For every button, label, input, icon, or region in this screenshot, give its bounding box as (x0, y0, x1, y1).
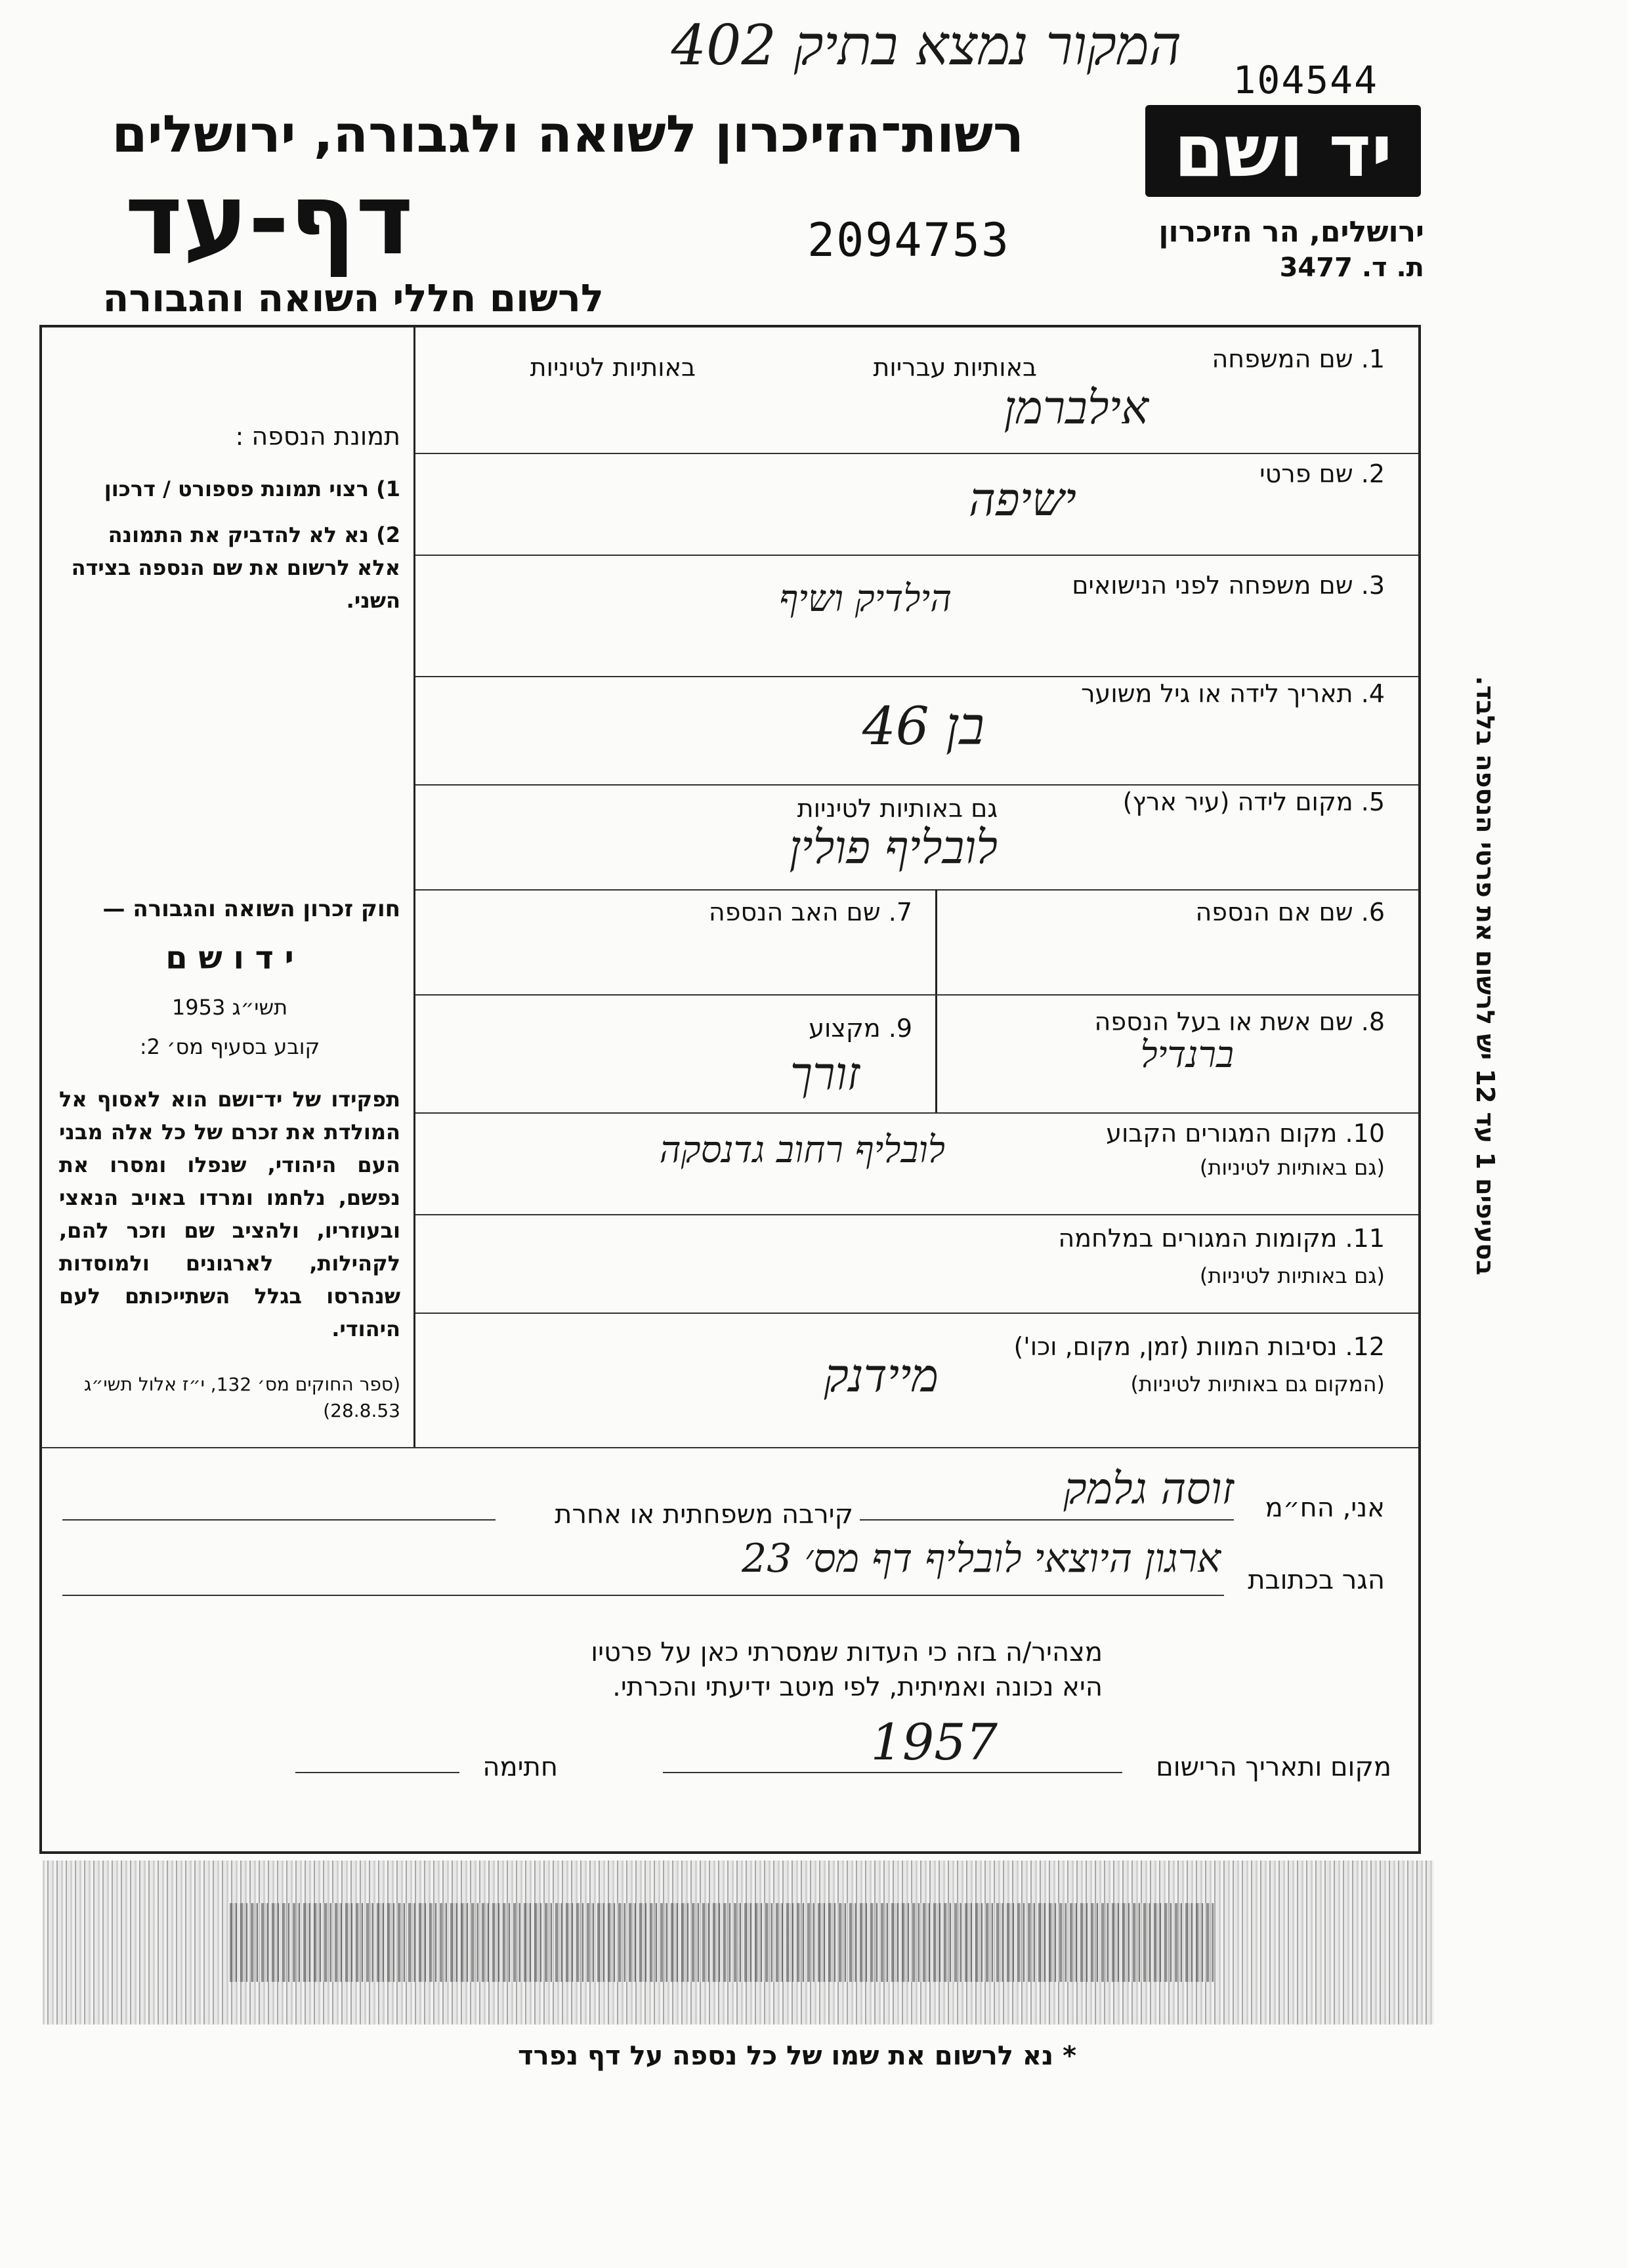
address-line-1: ירושלים, הר הזיכרון (1158, 215, 1424, 249)
law-source: (ספר החוקים מס׳ 132, י״ז אלול תשי״ג 28.8.53) (83, 1374, 400, 1421)
declarant-line (860, 1519, 1234, 1521)
field-11-label: 11. מקומות המגורים במלחמה (1058, 1224, 1385, 1253)
place-date-label: מקום ותאריך הרישום (1156, 1752, 1391, 1782)
signature-line (295, 1772, 459, 1773)
vertical-instruction (1421, 676, 1519, 1398)
field-11-note: (גם באותיות לטיניות) (1199, 1263, 1385, 1288)
field-10-value: לובליף רחוב גדנסקה (659, 1129, 945, 1171)
authority-title: רשות־הזיכרון לשואה ולגבורה, ירושלים (112, 105, 1024, 164)
section-divider (41, 1447, 1418, 1448)
signature-label: חתימה (482, 1752, 558, 1782)
photo-note-2: 2) נא לא להדביק את התמונה אלא לרשום את שם הנספה בצידה השני. (71, 522, 400, 613)
law-title: חוק זכרון השואה והגבורה — (102, 896, 400, 922)
row-divider (415, 784, 1418, 786)
field-5-label: 5. מקום לידה (עיר ארץ) (1122, 788, 1385, 816)
field-12-label: 12. נסיבות המוות (זמן, מקום, וכו') (1013, 1332, 1385, 1361)
field-8-label: 8. שם אשת או בעל הנספה (1094, 1007, 1385, 1036)
statement-line-2: היא נכונה ואמיתית, לפי מיטב ידיעתי והכרתי. (612, 1672, 1103, 1702)
field-12-note: (המקום גם באותיות לטיניות) (1130, 1372, 1385, 1396)
row-divider (415, 676, 1418, 677)
serial-number-top: 104544 (1233, 58, 1378, 102)
form-title: דף-עד (125, 163, 413, 277)
field-9-label: 9. מקצוע (809, 1014, 912, 1043)
field-12-value: מיידנק (824, 1349, 939, 1402)
field-3-value: הילדיק ושיף (779, 578, 952, 620)
law-text: תפקידו של יד־ושם הוא לאסוף אל המולדת את זכרם של כל אלה מבני העם היהודי, שנפלו ומסרו את נפשם, נלחמו ומרדו באויב הנאצי ובעוזריו, ולהציב שם וזכר להם, לקהילות, לארגונים ולמוסדות שנהרסו בגלל השתייכותם לעם היהודי. (59, 1087, 400, 1341)
sidebar-divider (413, 325, 415, 1447)
field-4-label: 4. תאריך לידה או גיל משוער (1081, 679, 1385, 708)
declarant-value: זוסה גלמק (1063, 1463, 1234, 1514)
field-9-value: זורך (790, 1047, 860, 1101)
footer-note: * נא לרשום את שמו של כל נספה על דף נפרד (518, 2041, 1076, 2071)
vertical-instruction-text: בסעיפים 1 עד 12 יש לרשום את פרטי הנספה בלבד. (1471, 676, 1500, 1276)
place-date-value: 1957 (870, 1713, 998, 1771)
column-hebrew-header: באותיות עבריות (873, 353, 1037, 382)
photo-note-1: 1) רצוי תמונת פספורט / דרכון (104, 476, 400, 501)
field-1-value: אילברמן (1004, 381, 1149, 434)
place-date-line (663, 1772, 1122, 1773)
field-6-label: 6. שם אם הנספה (1195, 898, 1385, 927)
field-2-label: 2. שם פרטי (1259, 459, 1385, 488)
row-divider (415, 1112, 1418, 1114)
address-line (62, 1595, 1224, 1596)
declarant-label: אני, הח״מ (1265, 1493, 1385, 1523)
field-2-value: ישיפה (969, 472, 1076, 526)
yad-vashem-logo (1145, 105, 1421, 197)
row-divider (415, 1312, 1418, 1314)
row-divider (415, 889, 1418, 891)
handwritten-archive-note: המקור נמצא בתיק 402 (671, 13, 1181, 77)
form-subtitle: לרשום חללי השואה והגבורה (102, 276, 604, 320)
law-name: י ד ו ש ם (165, 940, 294, 976)
field-7-label: 7. שם האב הנספה (708, 898, 912, 927)
logo-text: יד ושם (1173, 109, 1393, 193)
photo-title: תמונת הנספה : (235, 422, 400, 451)
row-divider (415, 994, 1418, 996)
address-value: ארגון היוצאי לובליף דף מס׳ 23 (742, 1536, 1221, 1582)
field-10-note: (גם באותיות לטיניות) (1199, 1155, 1385, 1180)
field-10-label: 10. מקום המגורים הקבוע (1106, 1119, 1385, 1148)
law-clause: קובע בסעיף מס׳ 2: (139, 1034, 320, 1059)
column-latin-header: באותיות לטיניות (530, 353, 696, 382)
row-divider (415, 1214, 1418, 1215)
row-divider (415, 453, 1418, 454)
relation-label: קירבה משפחתית או אחרת (555, 1500, 853, 1530)
field-3-label: 3. שם משפחה לפני הנישואים (1072, 571, 1385, 600)
law-year: תשי״ג 1953 (171, 995, 288, 1020)
faded-stamp-text (230, 1903, 1214, 1982)
field-8-value: ברנדיל (1140, 1034, 1234, 1076)
relation-line (62, 1519, 496, 1521)
field-5-latin-note: גם באותיות לטיניות (797, 794, 998, 823)
field-5-value: לובליף פולין (789, 820, 998, 874)
field-1-label: 1. שם המשפחה (1212, 345, 1385, 373)
field-4-value: בן 46 (862, 696, 984, 757)
address-label: הגר בכתובת (1248, 1565, 1385, 1595)
serial-number-middle: 2094753 (807, 213, 1011, 267)
statement-line-1: מצהיר/ה בזה כי העדות שמסרתי כאן על פרטיו (591, 1637, 1103, 1668)
address-line-2: ת. ד. 3477 (1279, 253, 1424, 283)
split-column-divider (935, 889, 937, 1112)
row-divider (415, 555, 1418, 556)
